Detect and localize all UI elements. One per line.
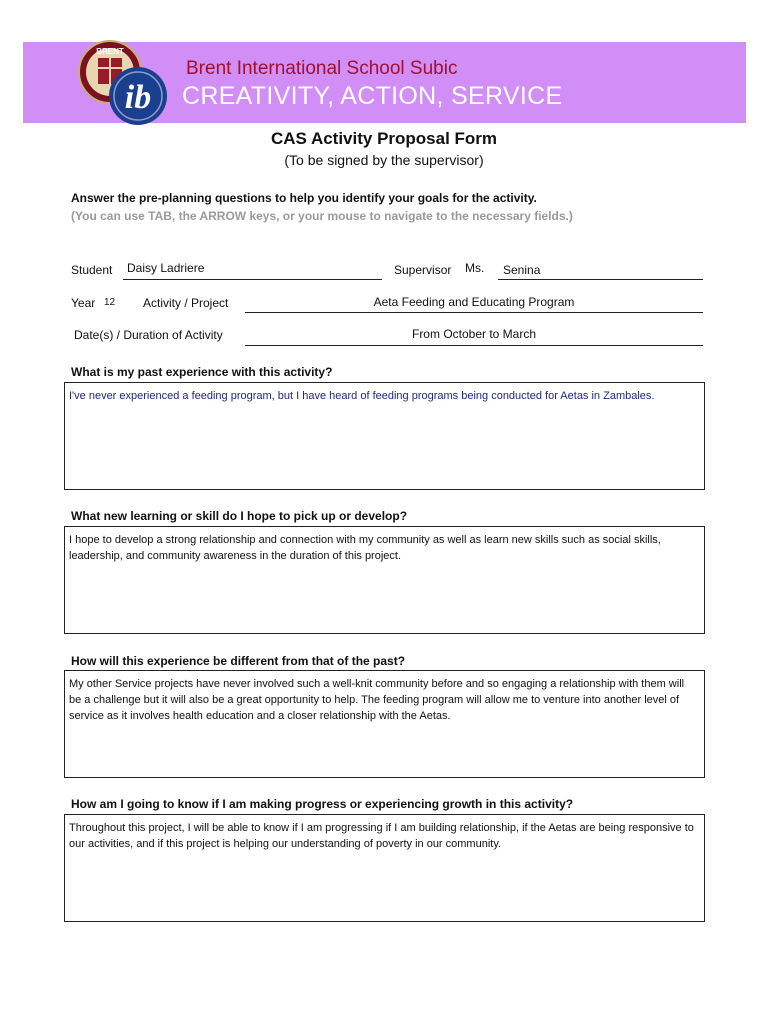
year-label: Year bbox=[71, 296, 96, 310]
logo-text: BRENT bbox=[96, 47, 124, 56]
navigation-hint: (You can use TAB, the ARROW keys, or your mouse to navigate to the necessary fields.) bbox=[71, 209, 573, 223]
activity-label: Activity / Project bbox=[143, 296, 229, 310]
activity-field[interactable]: Aeta Feeding and Educating Program bbox=[373, 295, 575, 309]
activity-underline bbox=[245, 312, 703, 313]
dates-underline bbox=[245, 345, 703, 346]
answer-box-different-experience[interactable] bbox=[64, 670, 705, 778]
answer-box-past-experience[interactable] bbox=[64, 382, 705, 490]
answer-text: My other Service projects have never involved such a well-knit community before and so engaging a relationship with them will be a challenge but it will also be a great opportunity to help. The feeding program will allow me to venture into another level of service as it involves health education and a closer relationship with the Aetas. bbox=[69, 678, 685, 722]
question-different-experience: How will this experience be different from that of the past? bbox=[71, 654, 406, 668]
program-title: CREATIVITY, ACTION, SERVICE bbox=[182, 82, 563, 110]
form-subtitle: (To be signed by the supervisor) bbox=[284, 152, 484, 168]
supervisor-underline bbox=[498, 279, 703, 280]
answer-text: I've never experienced a feeding program, but I have heard of feeding programs being conducted for Aetas in Zambales. bbox=[69, 390, 655, 402]
svg-text:ib: ib bbox=[124, 79, 152, 116]
answer-box-new-learning[interactable] bbox=[64, 526, 705, 634]
supervisor-field[interactable]: Senina bbox=[503, 263, 541, 277]
student-label: Student bbox=[71, 263, 113, 277]
answer-box-progress[interactable] bbox=[64, 814, 705, 922]
school-ib-logo bbox=[70, 38, 172, 134]
dates-field[interactable]: From October to March bbox=[411, 327, 537, 341]
student-underline bbox=[123, 279, 382, 280]
supervisor-label: Supervisor bbox=[394, 263, 452, 277]
student-field[interactable]: Daisy Ladriere bbox=[127, 261, 205, 275]
question-past-experience: What is my past experience with this activity? bbox=[71, 365, 333, 379]
school-name: Brent International School Subic bbox=[186, 58, 458, 79]
dates-label: Date(s) / Duration of Activity bbox=[74, 328, 223, 342]
form-title: CAS Activity Proposal Form bbox=[270, 129, 498, 148]
question-progress: How am I going to know if I am making progress or experiencing growth in this activity? bbox=[71, 797, 574, 811]
supervisor-title: Ms. bbox=[465, 261, 485, 275]
year-field[interactable]: 12 bbox=[104, 297, 116, 308]
answer-text: I hope to develop a strong relationship and connection with my community as well as learn new skills such as social skills, leadership, and community awareness in the duration of this project. bbox=[69, 534, 661, 562]
answer-text: Throughout this project, I will be able to know if I am progressing if I am building relationship, if the Aetas are being responsive to our activities, and if this project is helping our understanding of poverty in our community. bbox=[69, 822, 694, 850]
question-new-learning: What new learning or skill do I hope to pick up or develop? bbox=[71, 509, 408, 523]
instruction-text: Answer the pre-planning questions to help you identify your goals for the activity. bbox=[71, 191, 537, 205]
